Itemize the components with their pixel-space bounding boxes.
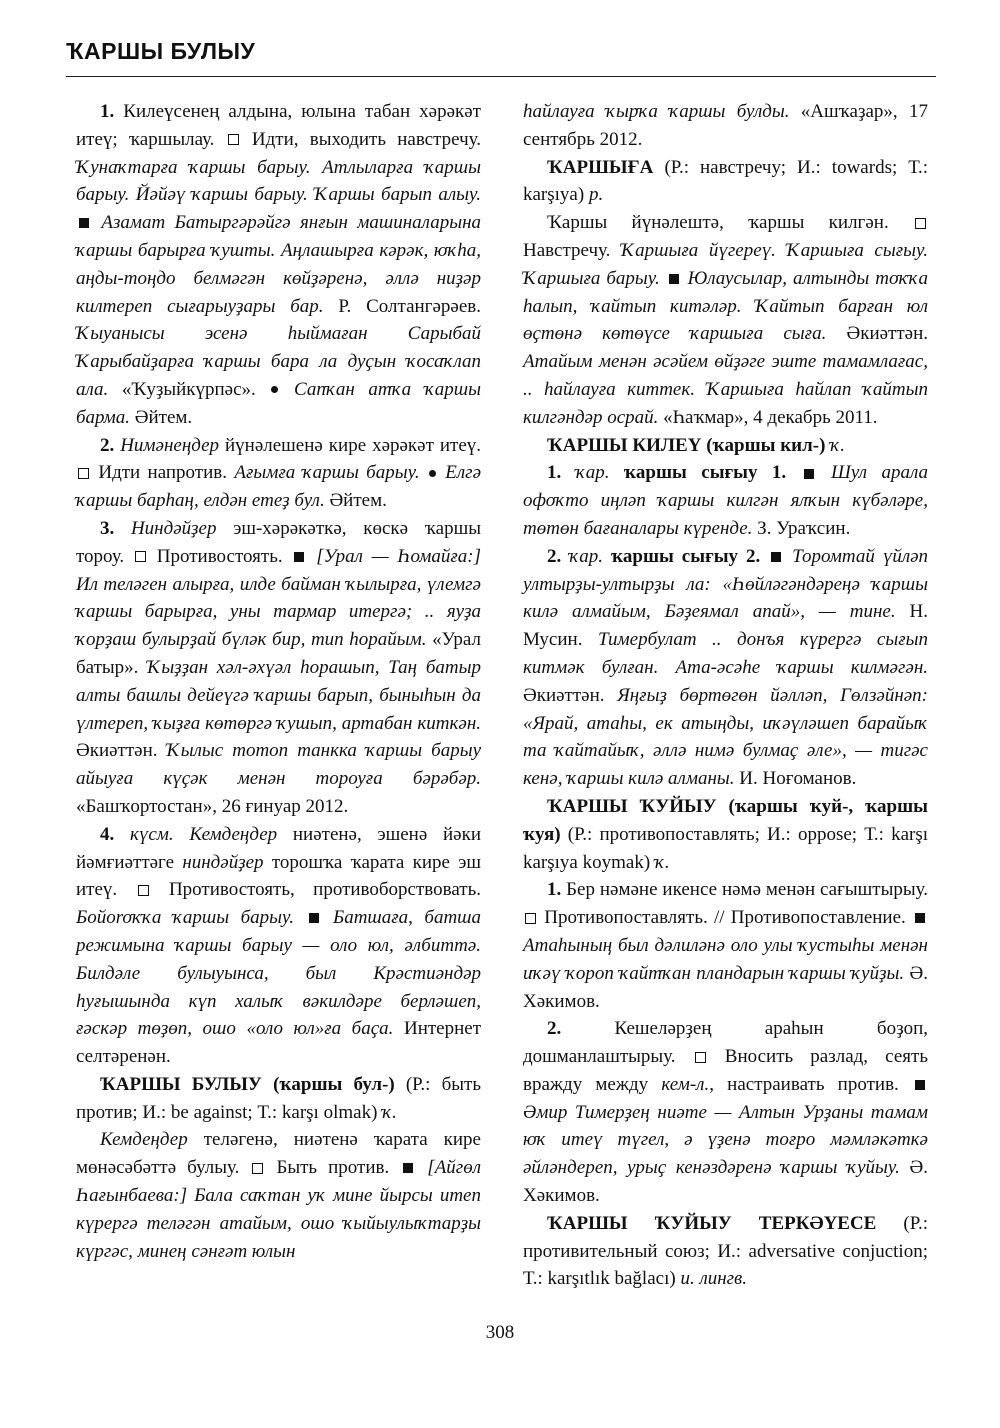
headword: ҠАРШЫ КИЛЕҮ	[547, 434, 702, 456]
entry-karshy-bulyu: ҠАРШЫ БУЛЫУ (ҡаршы бул-) (Р.: быть против; И.: be against; Т.: karşı olmak) ҡ.	[76, 1073, 481, 1123]
bullet-icon	[271, 386, 278, 393]
running-head: ҠАРШЫ БУЛЫУ	[66, 38, 256, 64]
left-column	[76, 98, 481, 1265]
filled-square-icon	[915, 913, 925, 923]
bullet-icon	[429, 470, 436, 477]
filled-square-icon	[771, 552, 781, 562]
page-number: 308	[485, 1322, 515, 1343]
open-square-icon	[228, 134, 239, 145]
open-square-icon	[695, 1052, 706, 1063]
sense-2: 2. ҡар. ҡаршы сығыу 2. Торомтай үйләп ултырҙы-ултырҙы ла: «Һөйләгәндәреңә ҡаршы килә алмайым, Бәҙеямал апай», — тине. Н. Мусин. Тимербулат .. донъя күрергә сығып китмәк булған. Ата-әсәһе ҡаршы килмәгән. Әкиәттән. Яңғыҙ бөртөгөн йәлләп, Гөлзәйнәп: «Ярай, атаһы, ек атыңды, иҡәүләшеп барайыҡ та ҡайтайыҡ, әллә нимә булмаҫ әле», — тигәс кенә, ҡаршы килә алманы. И. Ноғоманов.	[523, 545, 929, 790]
open-square-icon	[138, 885, 149, 896]
entry-karshy-kuyyu: ҠАРШЫ ҠУЙЫУ (ҡаршы ҡуй-, ҡаршы ҡуя) (Р.: противопоставлять; И.: oppose; Т.: karşı karşıya koymak) ҡ.	[523, 795, 928, 873]
filled-square-icon	[403, 1163, 413, 1173]
continued-example: һайлауға ҡырҡа ҡаршы булды. «Ашҡаҙар», 17 сентябрь 2012.	[523, 101, 928, 150]
filled-square-icon	[294, 552, 304, 562]
headword: ҠАРШЫҒА	[547, 156, 654, 178]
open-square-icon	[135, 551, 146, 562]
open-square-icon	[252, 1163, 263, 1174]
sense-definition: Кемдеңдер теләгенә, ниәтенә ҡарата кире мөнәсәбәттә булыу. Быть против. [Айгөл Һағынбаева:] Бала саҡтан уҡ мине йырсы итеп күрергә теләгән атайым, ошо ҡыйыулыҡтарҙы күргәс, минең сәнғәт юлын	[76, 1129, 481, 1262]
filled-square-icon	[79, 218, 89, 228]
sense-2: 2. Нимәнеңдер йүнәлешенә кире хәрәкәт итеү. Идти напротив. Ағымға ҡаршы барыу. Елгә ҡаршы барһаң, елдән етеҙ бул. Әйтем.	[76, 434, 482, 512]
open-square-icon	[525, 913, 536, 924]
sense-3: 3. Ниндәйҙер эш-хәрәкәткә, көскә ҡаршы тороу. Противостоять. [Урал — Һомайға:] Ил теләген алырға, илде байман ҡылырға, үлемгә ҡаршы барырға, уны тармар итергә; .. яуҙа ҡорҙаш булырҙай бүләк бир, тип һорайым. «Урал батыр». Ҡыҙҙан хәл-әхүәл һорашып, Таң батыр алты башлы дейеүгә ҡаршы барып, быныһын да үлтереп, ҡыҙға көтөргә ҡушып, артабан киткән. Әкиәттән. Ҡылыс тотоп танкка ҡаршы барыу айыуға күҫәк менән тороуға бәрәбәр. «Башҡортостан», 26 ғинуар 2012.	[76, 517, 482, 817]
open-square-icon	[78, 468, 89, 479]
filled-square-icon	[915, 1080, 925, 1090]
sense-1: 1. Бер нәмәне икенсе нәмә менән сағыштырыу. Противопоставлять. // Противопоставление. Атаһының был дәлиләнә оло улы ҡустыһы менән иҡәү ҡороп ҡайтҡан пландарын ҡаршы ҡуйҙы. Ә. Хәкимов.	[523, 879, 928, 1012]
sense-2: 2. Кешеләрҙең араһын боҙоп, дошманлаштырыу. Вносить разлад, сеять вражду между кем-л., настраивать против. Әмир Тимерҙең ниәте — Алтын Урҙаны тамам юҡ итеү түгел, ә үҙенә тоғро мәмләкәткә әйләндереп, урыҫ кенәздәренә ҡаршы ҡуйыу. Ә. Хәкимов.	[523, 1018, 928, 1207]
entry-karshy-kuyyu-terkaueсе: ҠАРШЫ ҠУЙЫУ ТЕРКӘҮЕСЕ (Р.: противительный союз; И.: adversative conjuction; Т.: karşıtlık bağlacı) и. лингв.	[523, 1212, 928, 1290]
filled-square-icon	[669, 274, 679, 284]
header-rule	[66, 76, 936, 77]
headword: ҠАРШЫ ҠУЙЫУ ТЕРКӘҮЕСЕ	[547, 1212, 877, 1234]
sense-1: 1. ҡар. ҡаршы сығыу 1. Шул арала офоҡто иңләп ҡаршы килгән ялҡын күбәләре, төтөн бағаналары күренде. З. Ураҡсин.	[523, 462, 929, 539]
filled-square-icon	[804, 469, 814, 479]
right-column	[523, 98, 928, 1293]
open-square-icon	[915, 218, 926, 229]
entry-karshy-kileu: ҠАРШЫ КИЛЕҮ (ҡаршы кил-) ҡ.	[547, 434, 845, 456]
entry-karshyga: ҠАРШЫҒА (Р.: навстречу; И.: towards; Т.: karşıya) р.	[523, 156, 928, 206]
filled-square-icon	[309, 913, 319, 923]
headword: ҠАРШЫ БУЛЫУ	[100, 1073, 262, 1095]
headword: ҠАРШЫ ҠУЙЫУ	[547, 795, 717, 817]
sense-4: 4. күсм. Кемдеңдер ниәтенә, эшенә йәки йәмғиәттәге ниндәйҙер торошҡа ҡарата кире эш итеү. Противостоять, противоборствовать. Бойоroҡҡа ҡаршы барыу. Батшаға, батша режимына ҡаршы барыу — оло юл, әлбиттә. Билдәле булыуынса, был Крәстиәндәр һуғышында күп халыҡ вәкилдәре берләшеп, ғәскәр төҙөп, ошо «оло юл»ға баҫа. Интернет селтәренән.	[76, 823, 482, 1068]
sense-1: 1. Килеүсенең алдына, юлына табан хәрәкәт итеү; ҡаршылау. Идти, выходить навстречу. Ҡунаҡтарға ҡаршы барыу. Атлыларға ҡаршы барыу. Йәйәү ҡаршы барыу. Ҡаршы барып алыу. Азамат Батыргәрәйгә янғын машиналарына ҡаршы барырға ҡушты. Аңлашырға кәрәк, юҡһа, аңды-тоңдо белмәгән көйҙәренә, әллә ниҙәр килтереп сығарыуҙары бар. Р. Солтангәрәев. Ҡыуанысы эсенә һыймаған Сарыбай Ҡарыбайҙарға ҡаршы бара ла дуҫын ҡосаҡлап ала. «Ҡуҙыйкүрпәс». Сапҡан атҡа ҡаршы барма. Әйтем.	[76, 101, 482, 428]
sense-definition: Ҡаршы йүнәлештә, ҡаршы килгән. Навстречу. Ҡаршыға йүгереү. Ҡаршыға сығыу. Ҡаршыға барыу. Юлаусылар, алтынды тоҡҡа һалып, ҡайтып китәләр. Ҡайтып барған юл өҫтөнә көтөүсе ҡаршыға сыға. Әкиәттән. Атайым менән әсәйем өйҙәге эште тамамлағас, .. һайлауға киттек. Ҡаршыға һайлап ҡайтып килгәндәр осрай. «Һаҡмар», 4 декабрь 2011.	[523, 212, 929, 428]
